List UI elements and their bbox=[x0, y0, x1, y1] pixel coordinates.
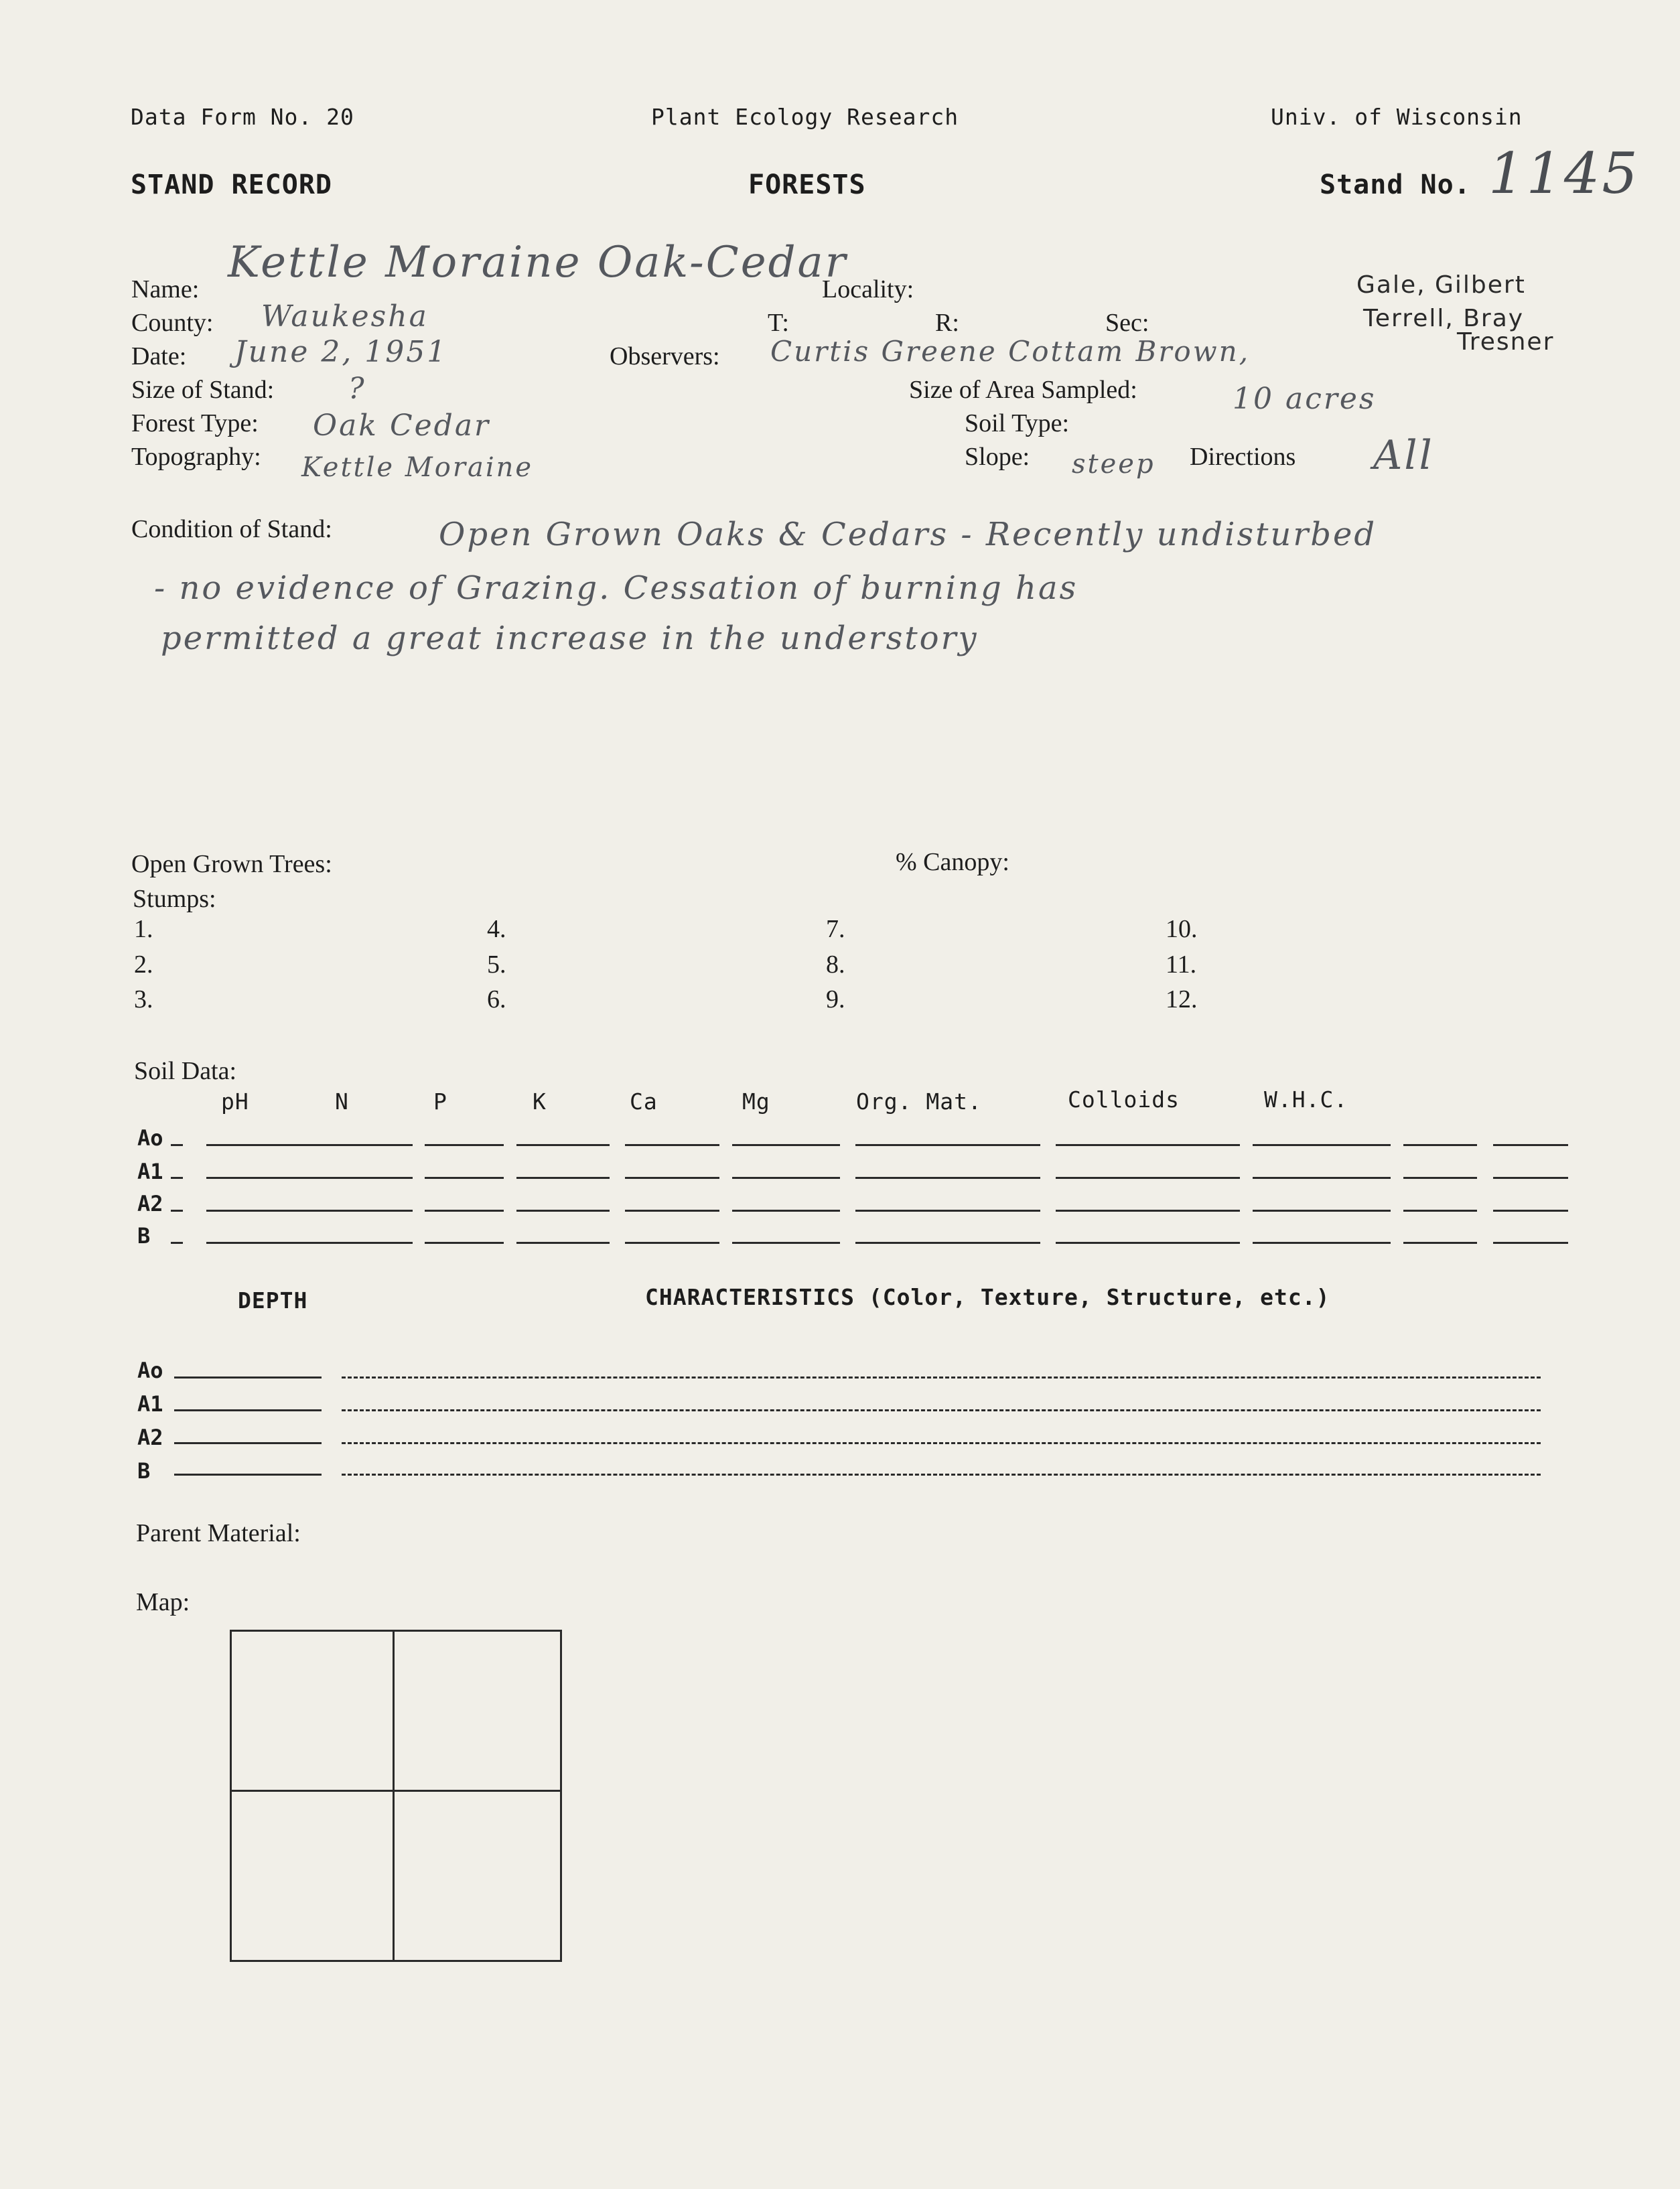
horizon-row-label: B bbox=[137, 1458, 151, 1484]
locality-label: Locality: bbox=[822, 275, 914, 303]
size-of-area-value: 10 acres bbox=[1233, 382, 1377, 416]
name-label: Name: bbox=[131, 275, 200, 303]
soil-column-ca: Ca bbox=[630, 1088, 658, 1115]
soil-blank-line bbox=[1403, 1210, 1477, 1212]
soil-blank-line bbox=[327, 1177, 413, 1179]
soil-blank-line bbox=[625, 1144, 719, 1146]
topography-label: Topography: bbox=[131, 443, 261, 471]
soil-blank-line bbox=[625, 1242, 719, 1244]
soil-column-n: N bbox=[335, 1088, 349, 1115]
size-of-stand-label: Size of Stand: bbox=[131, 376, 275, 404]
soil-blank-line bbox=[206, 1177, 330, 1179]
characteristics-blank-line bbox=[342, 1474, 1541, 1476]
characteristics-blank-line bbox=[342, 1409, 1541, 1411]
soil-data-label: Soil Data: bbox=[134, 1057, 237, 1085]
stump-number: 5. bbox=[487, 950, 506, 979]
condition-label: Condition of Stand: bbox=[131, 515, 332, 543]
soil-blank-line bbox=[327, 1242, 413, 1244]
row-dash bbox=[171, 1242, 183, 1244]
soil-blank-line bbox=[732, 1242, 840, 1244]
soil-blank-line bbox=[425, 1144, 504, 1146]
soil-column-p: P bbox=[433, 1088, 447, 1115]
soil-blank-line bbox=[327, 1210, 413, 1212]
soil-row-label: A2 bbox=[137, 1191, 163, 1216]
soil-blank-line bbox=[1056, 1144, 1240, 1146]
depth-label: DEPTH bbox=[238, 1287, 308, 1314]
condition-line-2: - no evidence of Grazing. Cessation of burning has bbox=[154, 569, 1078, 607]
characteristics-label: CHARACTERISTICS (Color, Texture, Structure, etc.) bbox=[645, 1284, 1330, 1310]
condition-line-3: permitted a great increase in the understory bbox=[161, 620, 979, 657]
directions-value: All bbox=[1373, 432, 1434, 479]
parent-material-label: Parent Material: bbox=[136, 1519, 301, 1547]
stand-number-value: 1145 bbox=[1488, 141, 1640, 206]
canopy-label: % Canopy: bbox=[896, 848, 1009, 876]
stump-number: 7. bbox=[826, 915, 845, 943]
soil-blank-line bbox=[425, 1210, 504, 1212]
stump-number: 10. bbox=[1166, 915, 1198, 943]
stump-number: 4. bbox=[487, 915, 506, 943]
map-vertical-divider bbox=[393, 1632, 395, 1960]
soil-blank-line bbox=[206, 1242, 330, 1244]
county-label: County: bbox=[131, 309, 214, 337]
soil-column-k: K bbox=[533, 1088, 547, 1115]
soil-blank-line bbox=[206, 1210, 330, 1212]
soil-blank-line bbox=[1056, 1210, 1240, 1212]
soil-blank-line bbox=[206, 1144, 330, 1146]
soil-blank-line bbox=[1253, 1177, 1391, 1179]
stump-number: 3. bbox=[134, 985, 153, 1013]
soil-blank-line bbox=[855, 1144, 1040, 1146]
soil-blank-line bbox=[1493, 1242, 1568, 1244]
characteristics-blank-line bbox=[342, 1442, 1541, 1444]
condition-line-1: Open Grown Oaks & Cedars - Recently undisturbed bbox=[439, 516, 1377, 553]
research-title: Plant Ecology Research bbox=[651, 104, 959, 130]
soil-column-ph: pH bbox=[221, 1088, 249, 1115]
row-dash bbox=[171, 1177, 183, 1179]
soil-blank-line bbox=[1253, 1242, 1391, 1244]
directions-label: Directions bbox=[1190, 443, 1296, 471]
soil-column-mg: Mg bbox=[742, 1088, 770, 1115]
stump-number: 8. bbox=[826, 950, 845, 979]
county-value: Waukesha bbox=[261, 299, 429, 334]
soil-blank-line bbox=[516, 1210, 610, 1212]
open-grown-trees-label: Open Grown Trees: bbox=[131, 850, 332, 878]
date-value: June 2, 1951 bbox=[234, 335, 448, 369]
soil-blank-line bbox=[1056, 1177, 1240, 1179]
soil-blank-line bbox=[855, 1210, 1040, 1212]
university: Univ. of Wisconsin bbox=[1271, 104, 1523, 130]
row-dash bbox=[171, 1210, 183, 1212]
slope-value: steep bbox=[1072, 449, 1156, 480]
horizon-row-label: Ao bbox=[137, 1358, 163, 1383]
soil-row-label: B bbox=[137, 1223, 151, 1249]
soil-column-whc: W.H.C. bbox=[1264, 1086, 1348, 1113]
soil-blank-line bbox=[1493, 1210, 1568, 1212]
sec-label: Sec: bbox=[1105, 309, 1149, 337]
forest-type-label: Forest Type: bbox=[131, 409, 259, 437]
stump-number: 2. bbox=[134, 950, 153, 979]
stump-number: 11. bbox=[1166, 950, 1197, 979]
t-label: T: bbox=[768, 309, 789, 337]
soil-blank-line bbox=[855, 1242, 1040, 1244]
stump-number: 9. bbox=[826, 985, 845, 1013]
soil-type-label: Soil Type: bbox=[965, 409, 1070, 437]
size-of-area-label: Size of Area Sampled: bbox=[909, 376, 1137, 404]
name-value: Kettle Moraine Oak-Cedar bbox=[228, 238, 848, 287]
soil-row-label: A1 bbox=[137, 1159, 163, 1184]
soil-blank-line bbox=[1056, 1242, 1240, 1244]
stump-number: 12. bbox=[1166, 985, 1198, 1013]
stand-record-title: STAND RECORD bbox=[131, 169, 332, 200]
soil-blank-line bbox=[1403, 1177, 1477, 1179]
observers-extra-2: Terrell, Bray bbox=[1363, 305, 1525, 332]
stumps-label: Stumps: bbox=[133, 885, 216, 913]
soil-blank-line bbox=[1403, 1242, 1477, 1244]
size-of-stand-value: ? bbox=[348, 372, 366, 406]
depth-blank-line bbox=[174, 1376, 322, 1379]
stand-number-label: Stand No. bbox=[1320, 169, 1471, 200]
soil-blank-line bbox=[1493, 1177, 1568, 1179]
soil-blank-line bbox=[625, 1210, 719, 1212]
stump-number: 1. bbox=[134, 915, 153, 943]
soil-blank-line bbox=[625, 1177, 719, 1179]
soil-blank-line bbox=[425, 1242, 504, 1244]
soil-blank-line bbox=[1253, 1144, 1391, 1146]
slope-label: Slope: bbox=[965, 443, 1030, 471]
soil-blank-line bbox=[516, 1242, 610, 1244]
map-horizontal-divider bbox=[232, 1790, 560, 1792]
observers-label: Observers: bbox=[610, 342, 720, 370]
topography-value: Kettle Moraine bbox=[301, 452, 534, 483]
horizon-row-label: A2 bbox=[137, 1425, 163, 1450]
depth-blank-line bbox=[174, 1409, 322, 1411]
depth-blank-line bbox=[174, 1474, 322, 1476]
form-number: Data Form No. 20 bbox=[131, 104, 354, 130]
stump-number: 6. bbox=[487, 985, 506, 1013]
soil-blank-line bbox=[732, 1177, 840, 1179]
observers-value: Curtis Greene Cottam Brown, bbox=[770, 335, 1251, 368]
soil-blank-line bbox=[1253, 1210, 1391, 1212]
soil-row-label: Ao bbox=[137, 1125, 163, 1151]
soil-blank-line bbox=[516, 1144, 610, 1146]
soil-column-org-mat: Org. Mat. bbox=[856, 1088, 982, 1115]
depth-blank-line bbox=[174, 1442, 322, 1444]
soil-blank-line bbox=[732, 1210, 840, 1212]
soil-blank-line bbox=[327, 1144, 413, 1146]
characteristics-blank-line bbox=[342, 1376, 1541, 1379]
date-label: Date: bbox=[131, 342, 187, 370]
soil-blank-line bbox=[732, 1144, 840, 1146]
soil-blank-line bbox=[425, 1177, 504, 1179]
soil-blank-line bbox=[1493, 1144, 1568, 1146]
forests-title: FORESTS bbox=[748, 169, 866, 200]
map-label: Map: bbox=[136, 1588, 190, 1616]
soil-blank-line bbox=[516, 1177, 610, 1179]
observers-extra-3: Tresner bbox=[1457, 328, 1555, 356]
forest-type-value: Oak Cedar bbox=[313, 409, 491, 443]
observers-extra-1: Gale, Gilbert bbox=[1356, 271, 1526, 299]
stand-map-grid bbox=[230, 1630, 562, 1962]
row-dash bbox=[171, 1144, 183, 1146]
soil-column-colloids: Colloids bbox=[1068, 1086, 1180, 1113]
soil-blank-line bbox=[1403, 1144, 1477, 1146]
r-label: R: bbox=[935, 309, 959, 337]
horizon-row-label: A1 bbox=[137, 1391, 163, 1417]
soil-blank-line bbox=[855, 1177, 1040, 1179]
